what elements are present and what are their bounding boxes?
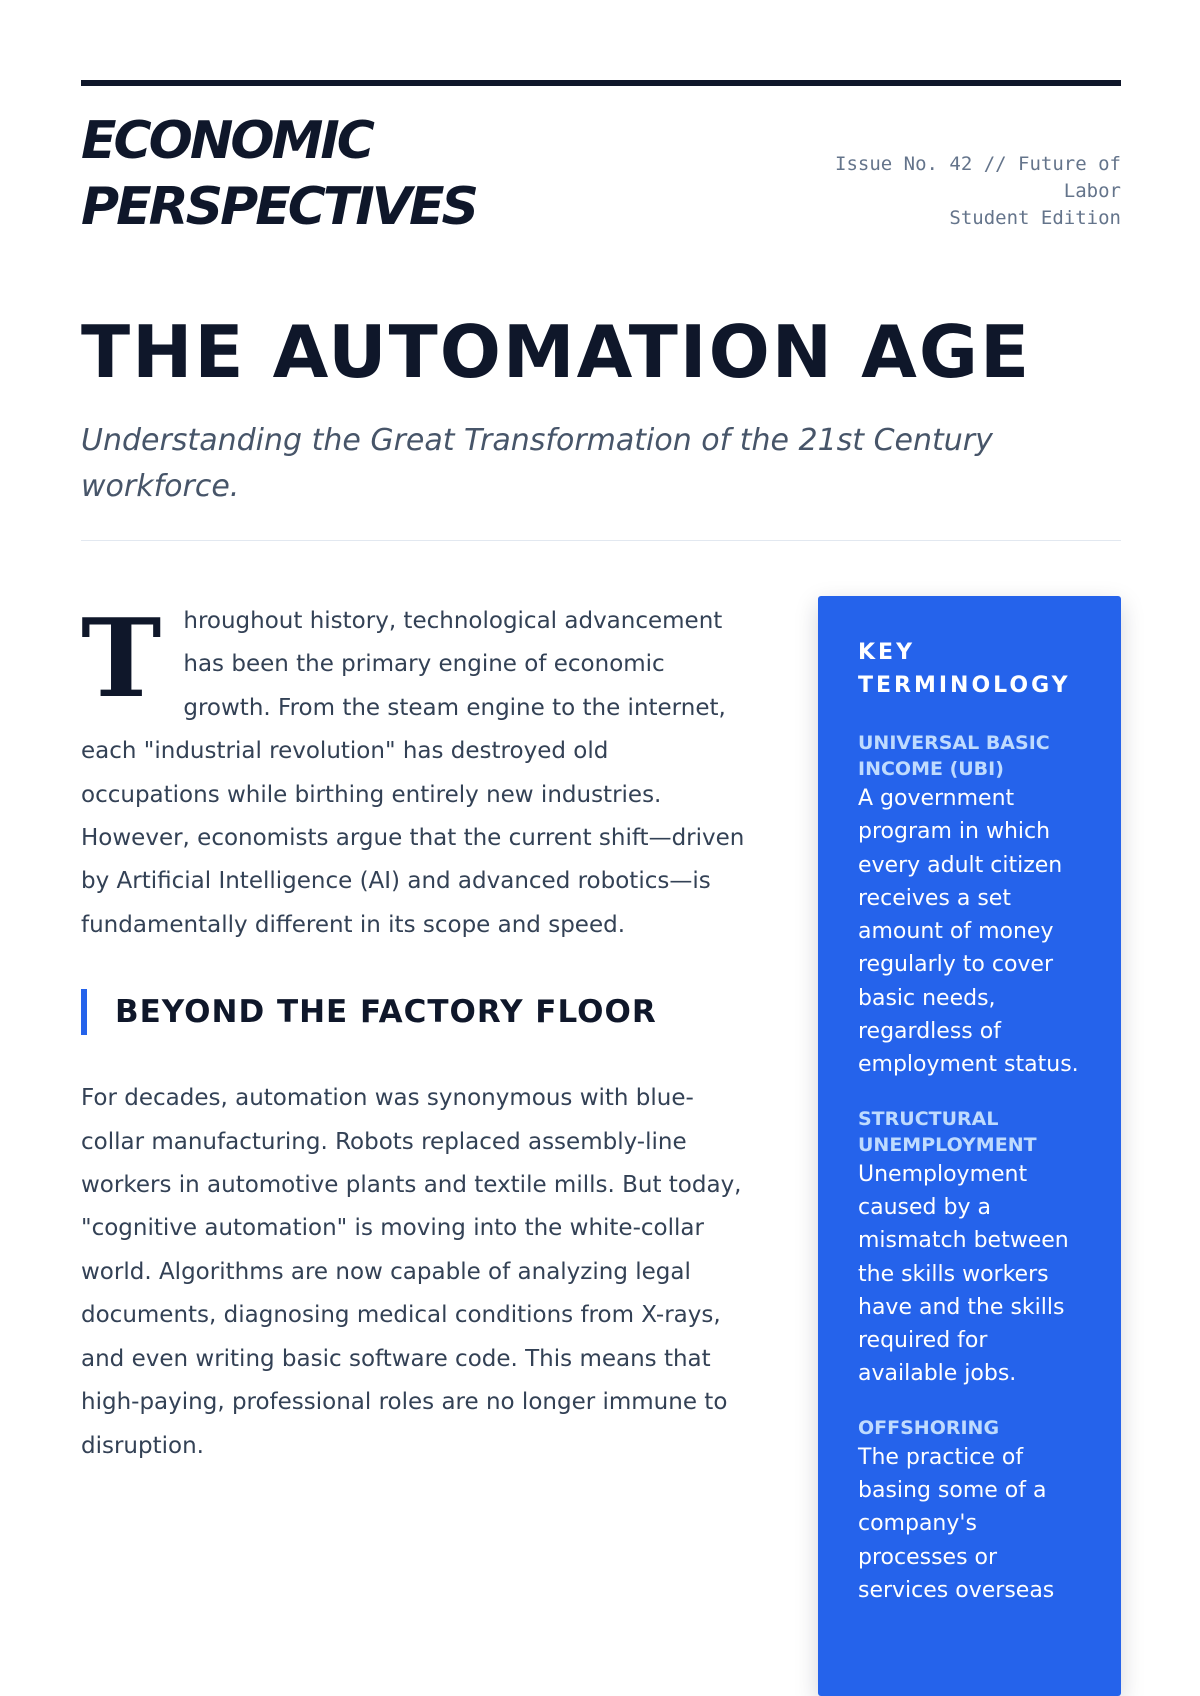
newsletter-page — [81, 80, 1121, 1603]
term-name: OFFSHORING — [858, 1416, 1000, 1439]
issue-info — [801, 151, 1121, 232]
top-rule — [81, 80, 1121, 86]
issue-line: Labor — [1063, 180, 1121, 202]
term-item — [858, 1106, 1083, 1391]
masthead — [81, 108, 1121, 240]
edition-line: Student Edition — [949, 207, 1121, 229]
publication-title — [81, 108, 476, 240]
term-definition: The practice of basing some of a company's processes or services overseas — [858, 1444, 1055, 1603]
article-headline: THE AUTOMATION AGE — [81, 310, 1032, 394]
term-name: STRUCTURAL UNEMPLOYMENT — [858, 1107, 1037, 1156]
term-item — [858, 730, 1083, 1082]
intro-paragraph — [81, 596, 753, 947]
term-definition: Unemployment caused by a mismatch between the skills workers have and the skills required for available jobs. — [858, 1161, 1069, 1387]
divider — [81, 540, 1121, 541]
section-paragraph: For decades, automation was synonymous with blue-collar manufacturing. Robots replaced assembly-line workers in automotive plants and textile mills. But today, "cognitive automation" is moving into the white-collar world. Algorithms are now capable of analyzing legal documents, diagnosing medical conditions from X-rays, and even writing basic software code. This means that high-paying, professional roles are no longer immune to disruption. — [81, 1085, 742, 1459]
issue-line: Issue No. 42 // Future of — [835, 153, 1121, 175]
article-body — [81, 596, 753, 1468]
section-heading: BEYOND THE FACTORY FLOOR — [81, 989, 753, 1035]
publication-title-line: ECONOMIC — [81, 111, 372, 171]
article-subtitle: Understanding the Great Transformation of the 21st Century workforce. — [81, 423, 993, 504]
key-terminology-sidebar — [818, 596, 1121, 1696]
publication-title-line: PERSPECTIVES — [81, 177, 476, 237]
drop-cap: T — [81, 596, 162, 722]
term-name: UNIVERSAL BASIC INCOME (UBI) — [858, 732, 1050, 780]
term-definition: A government program in which every adult citizen receives a set amount of money regularly to cover basic needs, regardless of employment status. — [858, 786, 1079, 1078]
sidebar-title: KEY TERMINOLOGY — [858, 640, 1071, 698]
term-item — [858, 1415, 1083, 1607]
intro-text: hroughout history, technological advancement has been the primary engine of economic growth. From the steam engine to the internet, each "industrial revolution" has destroyed old occupations while birthing entirely new industries. However, economists argue that the current shift—driven by Artificial Intelligence (AI) and advanced robotics—is fundamentally different in its scope and speed. — [81, 608, 745, 938]
